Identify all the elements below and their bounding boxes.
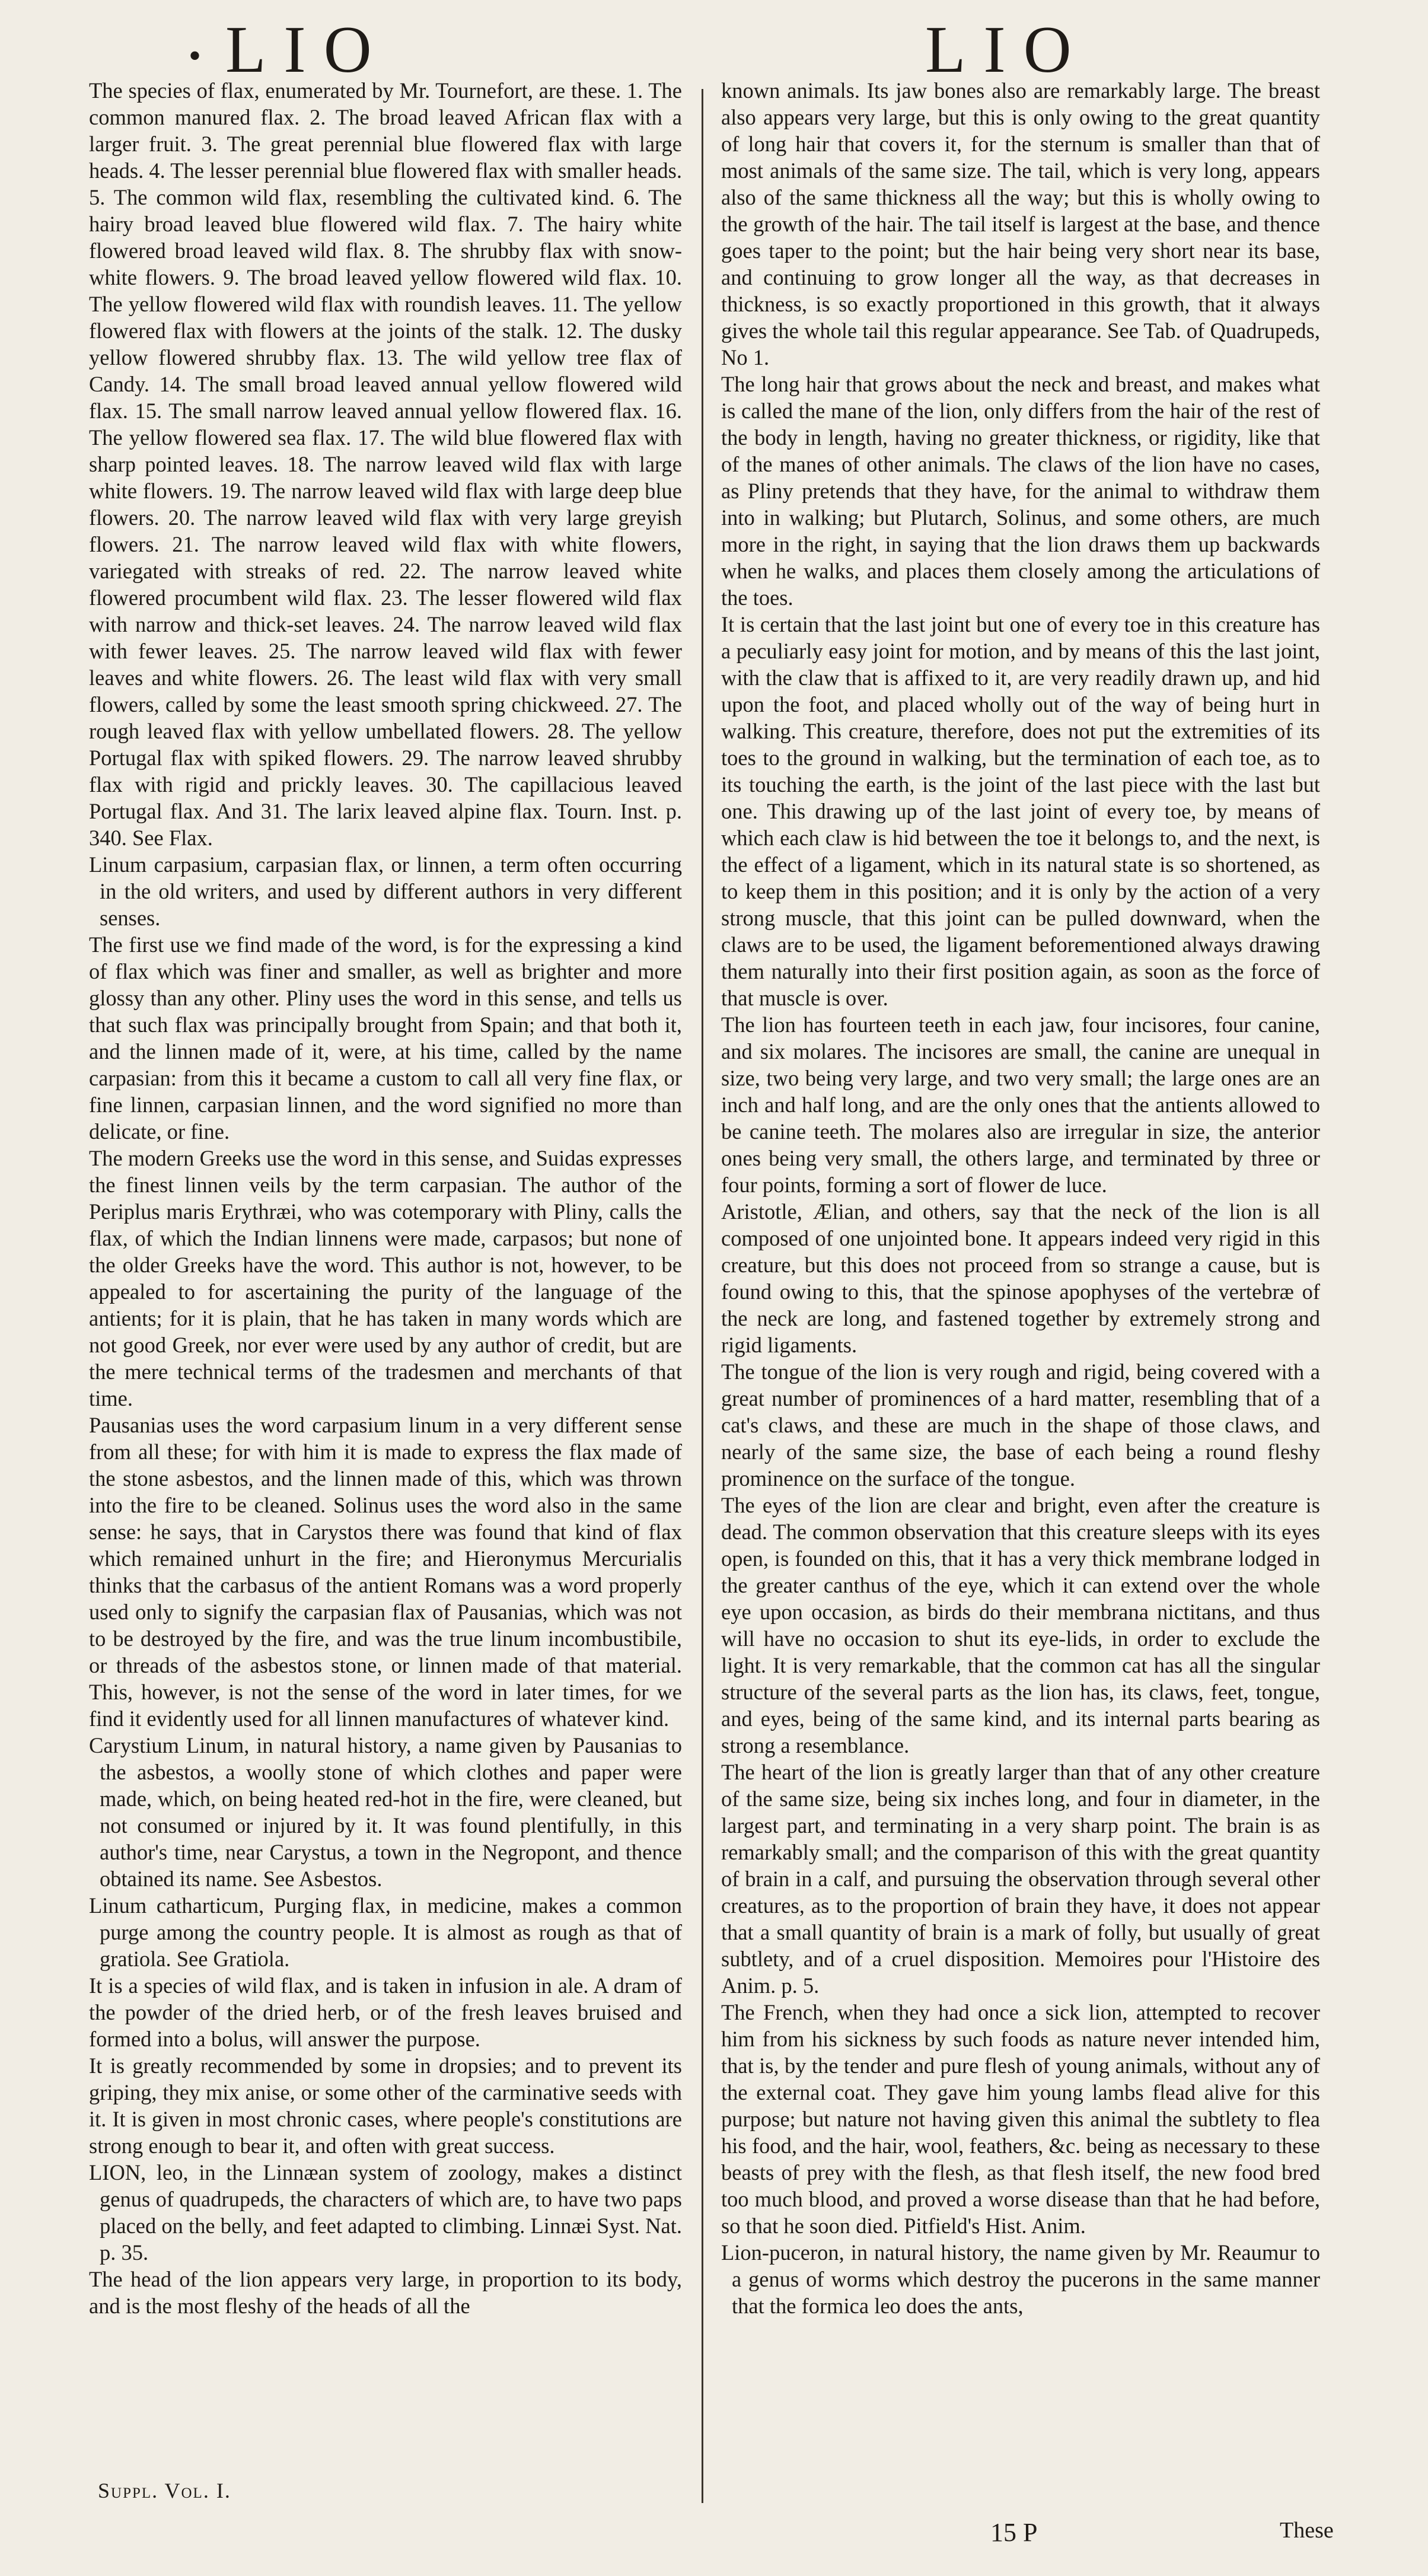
- paragraph: The French, when they had once a sick lion, attempted to recover him from his sickness by such foods as nature never intended him, that is, by the tender and pure flesh of young animals, without any of the external coat. They gave him young lambs flead alive for this purpose; but nature not having given this animal the subtlety to flea his food, and the hair, wool, feathers, &c. being as necessary to these beasts of prey with the flesh, as that flesh itself, the new food bred too much blood, and proved a worse disease than that he had before, so that he soon died. Pitfield's Hist. Anim.: [721, 2000, 1320, 2238]
- paragraph: Pausanias uses the word carpasium linum in a very different sense from all these; for with him it is made to express the flax made of the stone asbestos, and the linnen made of this, which was thrown into the fire to be cleaned. Solinus uses the word also in the same sense: he says, that in Carystos there was found that kind of flax which remained unhurt in the fire; and Hieronymus Mercurialis thinks that the carbasus of the antient Romans was a word properly used only to signify the carpasian flax of Pausanias, which was not to be destroyed by the fire, and was the true linum incombustibile, or threads of the asbestos stone, or linnen made of that material. This, however, is not the sense of the word in later times, for we find it evidently used for all linnen manufactures of whatever kind.: [89, 1413, 682, 1731]
- entry-lion: LION, leo, in the Linnæan system of zoology, makes a distinct genus of quadrupeds, the characters of which are, to have two paps placed on the belly, and feet adapted to climbing. Linnæi Syst. Nat. p. 35.: [89, 2160, 682, 2265]
- entry-linum-carpasium: Linum carpasium, carpasian flax, or linnen, a term often occurring in the old writers, and used by different authors in very different senses.: [89, 852, 682, 930]
- paragraph: The heart of the lion is greatly larger than that of any other creature of the same size, being six inches long, and four in diameter, in the largest part, and terminating in a very sharp point. The brain is as remarkably small; and the comparison of this with the great quantity of brain in a calf, and pursuing the observation through several other creatures, as to the proportion of brain they have, it does not appear that a small quantity of brain is a mark of folly, but usually of great subtlety, and of a cruel disposition. Memoires pour l'Histoire des Anim. p. 5.: [721, 1760, 1320, 1998]
- header-dot: •: [189, 36, 202, 75]
- signature-mark: 15 P: [990, 2518, 1038, 2547]
- paragraph: The lion has fourteen teeth in each jaw, four incisores, four canine, and six molares. The incisores are small, the canine are unequal in size, two being very large, and two very small; the large ones are an inch and half long, and are the only ones that the antients allowed to be canine teeth. The molares also are irregular in size, the anterior ones being very small, the others large, and terminated by three or four points, forming a sort of flower de luce.: [721, 1012, 1320, 1197]
- paragraph: The first use we find made of the word, is for the expressing a kind of flax which was finer and smaller, as well as brighter and more glossy than any other. Pliny uses the word in this sense, and tells us that such flax was principally brought from Spain; and that both it, and the linnen made of it, were, at his time, called by the name carpasian: from this it became a custom to call all very fine flax, or fine linnen, carpasian linnen, and the word signified no more than delicate, or fine.: [89, 932, 682, 1144]
- paragraph: The long hair that grows about the neck and breast, and makes what is called the mane of the lion, only differs from the hair of the rest of the body in length, having no greater thickness, or rigidity, like that of the manes of other animals. The claws of the lion have no cases, as Pliny pretends that they have, for the animal to withdraw them into in walking; but Plutarch, Solinus, and some others, are much more in the right, in saying that the lion draws them up backwards when he walks, and places them closely among the articulations of the toes.: [721, 372, 1320, 610]
- paragraph: The eyes of the lion are clear and bright, even after the creature is dead. The common observation that this creature sleeps with its eyes open, is founded on this, that it has a very thick membrane lodged in the greater canthus of the eye, which it can extend over the whole eye upon occasion, as birds do their membrana nictitans, and thus will have no occasion to shut its eye-lids, in order to exclude the light. It is very remarkable, that the common cat has all the singular structure of the several parts as the lion has, its claws, feet, tongue, and eyes, being of the same kind, and its internal parts bearing as strong a resemblance.: [721, 1493, 1320, 1757]
- footer-volume: Suppl. Vol. I.: [98, 2479, 231, 2502]
- paragraph-flax-species: The species of flax, enumerated by Mr. Tournefort, are these. 1. The common manured flax. 2. The broad leaved African flax with a larger fruit. 3. The great perennial blue flowered flax with large heads. 4. The lesser perennial blue flowered flax with smaller heads. 5. The common wild flax, resembling the cultivated kind. 6. The hairy broad leaved blue flowered wild flax. 7. The hairy white flowered broad leaved wild flax. 8. The shrubby flax with snow-white flowers. 9. The broad leaved yellow flowered wild flax. 10. The yellow flowered wild flax with roundish leaves. 11. The yellow flowered flax with flowers at the joints of the stalk. 12. The dusky yellow flowered shrubby flax. 13. The wild yellow tree flax of Candy. 14. The small broad leaved annual yellow flowered wild flax. 15. The small narrow leaved annual yellow flowered flax. 16. The yellow flowered sea flax. 17. The wild blue flowered flax with sharp pointed leaves. 18. The narrow leaved wild flax with large white flowers. 19. The narrow leaved wild flax with large deep blue flowers. 20. The narrow leaved wild flax with very large greyish flowers. 21. The narrow leaved wild flax with white flowers, variegated with streaks of red. 22. The narrow leaved white flowered procumbent wild flax. 23. The lesser flowered wild flax with narrow and thick-set leaves. 24. The narrow leaved wild flax with fewer leaves. 25. The narrow leaved wild flax with fewer leaves and white flowers. 26. The least wild flax with very small flowers, called by some the least smooth spring chickweed. 27. The rough leaved flax with yellow umbellated flowers. 28. The yellow Portugal flax with spiked flowers. 29. The narrow leaved shrubby flax with rigid and prickly leaves. 30. The capillacious leaved Portugal flax. And 31. The larix leaved alpine flax. Tourn. Inst. p. 340. See Flax.: [89, 78, 682, 850]
- catchword: These: [1280, 2518, 1334, 2543]
- paragraph: It is certain that the last joint but one of every toe in this creature has a peculiarly easy joint for motion, and by means of this the last joint, with the claw that is affixed to it, are very readily drawn up, and hid upon the foot, and placed wholly out of the way of being hurt in walking. This creature, therefore, does not put the extremities of its toes to the ground in walking, but the termination of each toe, as to its touching the earth, is the joint of the last piece with the last but one. This drawing up of the last joint of every toe, by means of which each claw is hid between the toe it belongs to, and the next, is the effect of a ligament, which in its natural state is so shortened, as to keep them in this position; and it is only by the action of a very strong muscle, that this joint can be pulled downward, when the claws are to be used, the ligament beforementioned always drawing them naturally into their first position again, as soon as the force of that muscle is over.: [721, 612, 1320, 1010]
- paragraph: It is greatly recommended by some in dropsies; and to prevent its griping, they mix anise, or some other of the carminative seeds with it. It is given in most chronic cases, where people's constitutions are strong enough to bear it, and often with great success.: [89, 2053, 682, 2158]
- running-head-left: LIO: [225, 13, 390, 87]
- right-column: [721, 77, 1320, 2319]
- entry-linum-catharticum: Linum catharticum, Purging flax, in medicine, makes a common purge among the country people. It is almost as rough as that of gratiola. See Gratiola.: [89, 1893, 682, 1971]
- paragraph: Aristotle, Ælian, and others, say that the neck of the lion is all composed of one unjointed bone. It appears indeed very rigid in this creature, but this does not proceed from so strange a cause, but is found owing to this, that the spinose apophyses of the vertebræ of the neck are long, and fastened together by extremely strong and rigid ligaments.: [721, 1199, 1320, 1357]
- column-divider: [702, 89, 703, 2503]
- running-head-right: LIO: [925, 13, 1089, 87]
- paragraph: The modern Greeks use the word in this sense, and Suidas expresses the finest linnen veils by the term carpasian. The author of the Periplus maris Erythræi, who was cotemporary with Pliny, calls the flax, of which the Indian linnens were made, carpasos; but none of the older Greeks have the word. This author is not, however, to be appealed to for ascertaining the purity of the language of the antients; for it is plain, that he has taken in many words which are not good Greek, nor ever were used by any author of credit, but are the mere technical terms of the tradesmen and merchants of that time.: [89, 1146, 682, 1410]
- paragraph: The tongue of the lion is very rough and rigid, being covered with a great number of prominences of a hard matter, resembling that of a cat's claws, and these are much in the shape of those claws, and nearly of the same size, the base of each being a round fleshy prominence on the surface of the tongue.: [721, 1359, 1320, 1491]
- paragraph: The head of the lion appears very large, in proportion to its body, and is the most fleshy of the heads of all the: [89, 2267, 682, 2318]
- left-column: [89, 77, 682, 2319]
- paragraph: It is a species of wild flax, and is taken in infusion in ale. A dram of the powder of the dried herb, or of the fresh leaves bruised and formed into a bolus, will answer the purpose.: [89, 1973, 682, 2051]
- entry-carystium-linum: Carystium Linum, in natural history, a name given by Pausanias to the asbestos, a woolly stone of which clothes and paper were made, which, on being heated red-hot in the fire, were cleaned, but not consumed or injured by it. It was found plentifully, in this author's time, near Carystus, a town in the Negropont, and thence obtained its name. See Asbestos.: [89, 1733, 682, 1891]
- paragraph: known animals. Its jaw bones also are remarkably large. The breast also appears very large, but this is only owing to the great quantity of long hair that covers it, for the sternum is smaller than that of most animals of the same size. The tail, which is very long, appears also of the same thickness all the way; but this is wholly owing to the growth of the hair. The tail itself is largest at the base, and thence goes taper to the point; but the hair being very short near its base, and continuing to grow longer all the way, as that decreases in thickness, is so exactly proportioned in this growth, that it always gives the whole tail this regular appearance. See Tab. of Quadrupeds, No 1.: [721, 78, 1320, 370]
- entry-lion-puceron: Lion-puceron, in natural history, the name given by Mr. Reaumur to a genus of worms which destroy the pucerons in the same manner that the formica leo does the ants,: [721, 2240, 1320, 2318]
